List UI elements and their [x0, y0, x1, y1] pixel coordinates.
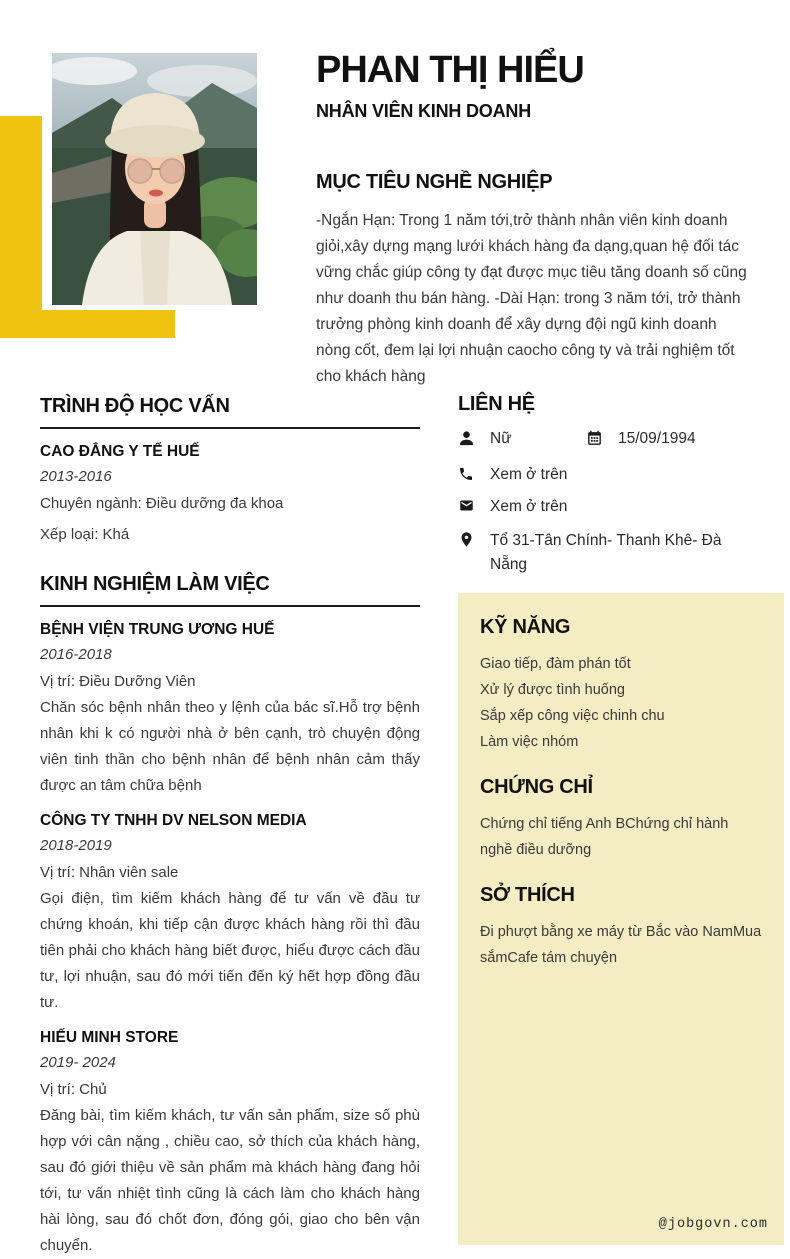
mail-icon [458, 497, 476, 513]
experience-entry [40, 812, 420, 1016]
education-entry [40, 443, 420, 548]
experience-entry [40, 621, 420, 799]
gender-value: Nữ [490, 430, 512, 447]
skills-list [480, 651, 762, 755]
education-grade: Xếp loại: Khá [40, 526, 130, 543]
phone-icon [458, 465, 476, 482]
accent-bar-horizontal [0, 310, 175, 338]
school-name: CAO ĐẲNG Y TẾ HUẾ [40, 443, 200, 460]
profile-photo [52, 53, 257, 305]
hobbies-heading: SỞ THÍCH [480, 884, 575, 906]
calendar-icon [586, 429, 604, 452]
company-name: CÔNG TY TNHH DV NELSON MEDIA [40, 812, 307, 829]
certificates-heading: CHỨNG CHỈ [480, 776, 593, 798]
contact-row-address [458, 529, 784, 577]
accent-bar-vertical [0, 116, 42, 338]
skill-item: Xử lý được tình huống [480, 682, 625, 698]
contact-row-gender-birthday [458, 429, 784, 452]
person-job-title: NHÂN VIÊN KINH DOANH [316, 101, 532, 121]
experience-period: 2016-2018 [40, 646, 112, 663]
experience-description: Chăn sóc bệnh nhân theo y lệnh của bác sĩ.Hỗ trợ bệnh nhân khi k có người nhà ở bên cạnh, trò chuyện động viên tinh thần cho bệnh nhân để bệnh nhân cảm thấy được an tâm chữa bệnh [40, 699, 420, 794]
side-panel [458, 593, 784, 1245]
phone-value: Xem ở trên [490, 466, 568, 483]
birthday-value: 15/09/1994 [618, 430, 696, 447]
education-major: Chuyên ngành: Điều dưỡng đa khoa [40, 495, 284, 512]
section-contact [458, 392, 784, 590]
certificates-text: Chứng chỉ tiếng Anh BChứng chỉ hành nghề điều dưỡng [480, 816, 729, 858]
experience-description: Gọi điện, tìm kiếm khách hàng để tư vấn về đầu tư chứng khoán, khi tiếp cận được khách hàng rồi thì đầu tiên phải cho khách hàng biết được, hiểu được cách đầu tư, lợi nhuận, sau đó mới tiến đến ký hết hợp đồng đầu tư. [40, 890, 420, 1011]
company-name: HIẾU MINH STORE [40, 1029, 179, 1046]
experience-position: Vị trí: Nhân viên sale [40, 864, 179, 881]
contact-row-phone [458, 465, 784, 484]
skill-item: Sắp xếp công việc chinh chu [480, 708, 665, 724]
person-icon [458, 429, 476, 447]
person-name: PHAN THỊ HIỂU [316, 49, 584, 91]
portrait-illustration [52, 53, 257, 305]
left-column [40, 394, 420, 1259]
address-value: Tổ 31-Tân Chính- Thanh Khê- Đà Nẵng [490, 532, 722, 573]
experience-period: 2018-2019 [40, 837, 112, 854]
education-period: 2013-2016 [40, 468, 112, 485]
experience-period: 2019- 2024 [40, 1054, 116, 1071]
hobbies-text: Đi phượt bằng xe máy từ Bắc vào NamMua sắmCafe tám chuyện [480, 924, 762, 966]
objective-text: -Ngắn Hạn: Trong 1 năm tới,trở thành nhân viên kinh doanh giỏi,xây dựng mạng lưới khách hàng đa dạng,quan hệ đối tác vững chắc giúp công ty đạt được mục tiêu tăng doanh số cũng như doanh thu bán hàng. -Dài Hạn: trong 3 năm tới, trở thành trưởng phòng kinh doanh để xây dựng đội ngũ kinh doanh nòng cốt, đem lại lợi nhuận caocho công ty và trải nghiệm tốt cho khách hàng [316, 212, 747, 385]
experience-position: Vị trí: Chủ [40, 1081, 107, 1098]
skill-item: Giao tiếp, đàm phán tốt [480, 656, 631, 672]
experience-heading: KINH NGHIỆM LÀM VIỆC [40, 572, 420, 607]
experience-position: Vị trí: Điều Dưỡng Viên [40, 673, 196, 690]
contact-row-email [458, 497, 784, 516]
education-heading: TRÌNH ĐỘ HỌC VẤN [40, 394, 420, 429]
experience-description: Đăng bài, tìm kiếm khách, tư vấn sản phẩm, size số phù hợp với cân nặng , chiều cao, sở thích của khách hàng, sau đó giới thiệu về sản phẩm mà khách hàng đang hỏi tới, tư vấn nhiệt tình cũng là cách làm cho khách hàng hài lòng, sau đó chốt đơn, đóng gói, giao cho bên vận chuyển. [40, 1107, 420, 1254]
company-name: BỆNH VIỆN TRUNG ƯƠNG HUẾ [40, 621, 275, 638]
experience-entry [40, 1029, 420, 1259]
section-objective [316, 170, 753, 390]
contact-heading: LIÊN HỆ [458, 393, 535, 415]
objective-heading: MỤC TIÊU NGHỀ NGHIỆP [316, 171, 553, 193]
email-value: Xem ở trên [490, 498, 568, 515]
skills-heading: KỸ NĂNG [480, 616, 571, 638]
watermark: @jobgovn.com [658, 1217, 768, 1232]
skill-item: Làm việc nhóm [480, 734, 579, 750]
location-pin-icon [458, 529, 476, 549]
